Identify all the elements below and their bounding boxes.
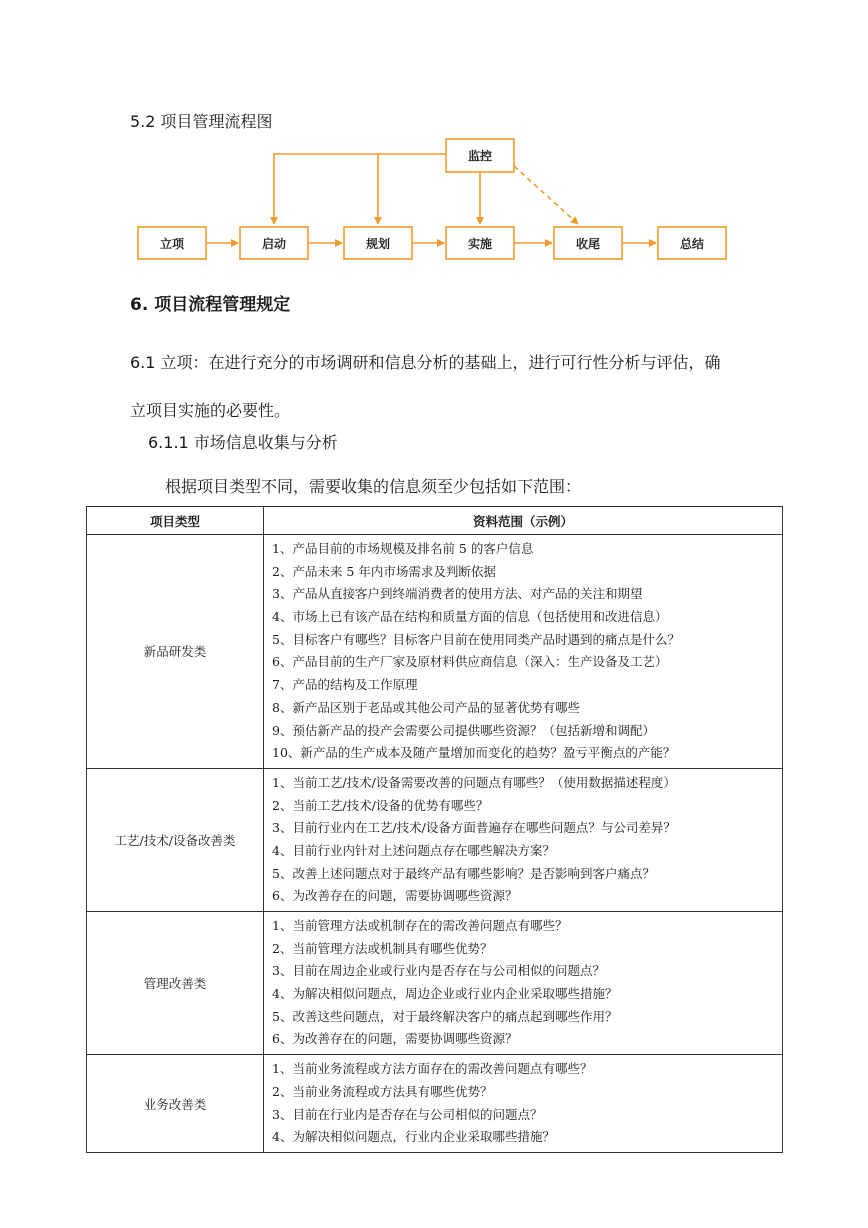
list-item: 4、为解决相似问题点，行业内企业采取哪些措施？: [272, 1129, 555, 1145]
items-cell: [264, 912, 783, 1055]
list-item: 8、新产品区别于老品或其他公司产品的显著优势有哪些: [272, 699, 580, 715]
items-cell: [264, 768, 783, 911]
section-6-1-paragraph: 6.1 立项：在进行充分的市场调研和信息分析的基础上，进行可行性分析与评估，确立项目实施的必要性。: [130, 353, 721, 420]
flow-node-close: [554, 227, 622, 259]
section-6-title: 6. 项目流程管理规定: [130, 295, 291, 315]
category-cell: 业务改善类: [87, 1055, 264, 1153]
table-row: [87, 768, 783, 911]
list-item: 3、目前在周边企业或行业内是否存在与公司相似的问题点？: [272, 963, 605, 979]
section-6-1-1-title: 6.1.1 市场信息收集与分析: [148, 433, 338, 452]
list-item: 3、产品从直接客户到终端消费者的使用方法、对产品的关注和期望: [272, 586, 643, 602]
list-item: 2、当前业务流程或方法具有哪些优势？: [272, 1083, 493, 1099]
svg-text:立项: 立项: [159, 237, 185, 251]
flow-node-plan: [344, 227, 412, 259]
svg-text:启动: 启动: [261, 237, 287, 251]
list-item: 6、为改善存在的问题，需要协调哪些资源？: [272, 1031, 518, 1047]
list-item: 6、产品目前的生产厂家及原材料供应商信息（深入：生产设备及工艺）: [272, 654, 668, 670]
category-cell: 工艺/技术/设备改善类: [87, 768, 264, 911]
svg-text:收尾: 收尾: [575, 237, 601, 251]
list-item: 1、当前工艺/技术/设备需要改善的问题点有哪些？（使用数据描述程度）: [272, 774, 676, 790]
list-item: 7、产品的结构及工作原理: [272, 677, 418, 693]
flow-node-execute: [446, 227, 514, 259]
info-scope-table: [86, 506, 783, 1153]
list-item: 5、改善上述问题点对于最终产品有哪些影响？是否影响到客户痛点？: [272, 865, 655, 881]
list-item: 1、产品目前的市场规模及排名前 5 的客户信息: [272, 541, 534, 556]
list-item: 4、市场上已有该产品在结构和质量方面的信息（包括使用和改进信息）: [272, 609, 668, 625]
list-item: 4、目前行业内针对上述问题点存在哪些解决方案？: [272, 842, 555, 858]
project-flow-diagram: [130, 136, 740, 266]
list-item: 10、新产品的生产成本及随产量增加而变化的趋势？盈亏平衡点的产能？: [272, 745, 676, 761]
flow-node-summary: [658, 227, 726, 259]
flow-node-start: [240, 227, 308, 259]
list-item: 5、改善这些问题点，对于最终解决客户的痛点起到哪些作用？: [272, 1008, 618, 1024]
svg-text:监控: 监控: [467, 149, 493, 163]
table-intro-text: 根据项目类型不同，需要收集的信息须至少包括如下范围：: [165, 477, 582, 496]
table-row: [87, 912, 783, 1055]
items-cell: [264, 535, 783, 769]
list-item: 1、当前业务流程或方法方面存在的需改善问题点有哪些？: [272, 1061, 593, 1077]
svg-text:实施: 实施: [467, 237, 493, 251]
category-cell: 管理改善类: [87, 912, 264, 1055]
table-row: [87, 1055, 783, 1153]
items-cell: [264, 1055, 783, 1153]
flow-node-initiate: [138, 227, 206, 259]
list-item: 2、产品未来 5 年内市场需求及判断依据: [272, 563, 496, 579]
list-item: 6、为改善存在的问题，需要协调哪些资源？: [272, 888, 518, 904]
list-item: 1、当前管理方法或机制存在的需改善问题点有哪些？: [272, 918, 568, 933]
table-header-row: [87, 507, 783, 535]
list-item: 2、当前工艺/技术/设备的优势有哪些？: [272, 797, 489, 813]
category-cell: 新品研发类: [87, 535, 264, 769]
svg-text:规划: 规划: [365, 237, 391, 251]
list-item: 3、目前在行业内是否存在与公司相似的问题点？: [272, 1106, 543, 1122]
section-5-2-title: 5.2 项目管理流程图: [130, 112, 273, 131]
list-item: 3、目前行业内在工艺/技术/设备方面普遍存在哪些问题点？与公司差异？: [272, 820, 676, 836]
monitor-to-start-connector: [274, 154, 446, 224]
list-item: 2、当前管理方法或机制具有哪些优势？: [272, 940, 493, 956]
header-data-scope: 资料范围（示例）: [264, 507, 783, 535]
list-item: 9、预估新产品的投产会需要公司提供哪些资源？（包括新增和调配）: [272, 722, 655, 738]
list-item: 4、为解决相似问题点，周边企业或行业内企业采取哪些措施？: [272, 986, 618, 1002]
flow-node-monitor: [446, 139, 514, 172]
header-project-type: 项目类型: [87, 507, 264, 535]
svg-text:总结: 总结: [679, 237, 705, 251]
monitor-to-close-dashed-connector: [514, 166, 578, 224]
table-row: [87, 535, 783, 769]
list-item: 5、目标客户有哪些？目标客户目前在使用同类产品时遇到的痛点是什么？: [272, 631, 680, 647]
